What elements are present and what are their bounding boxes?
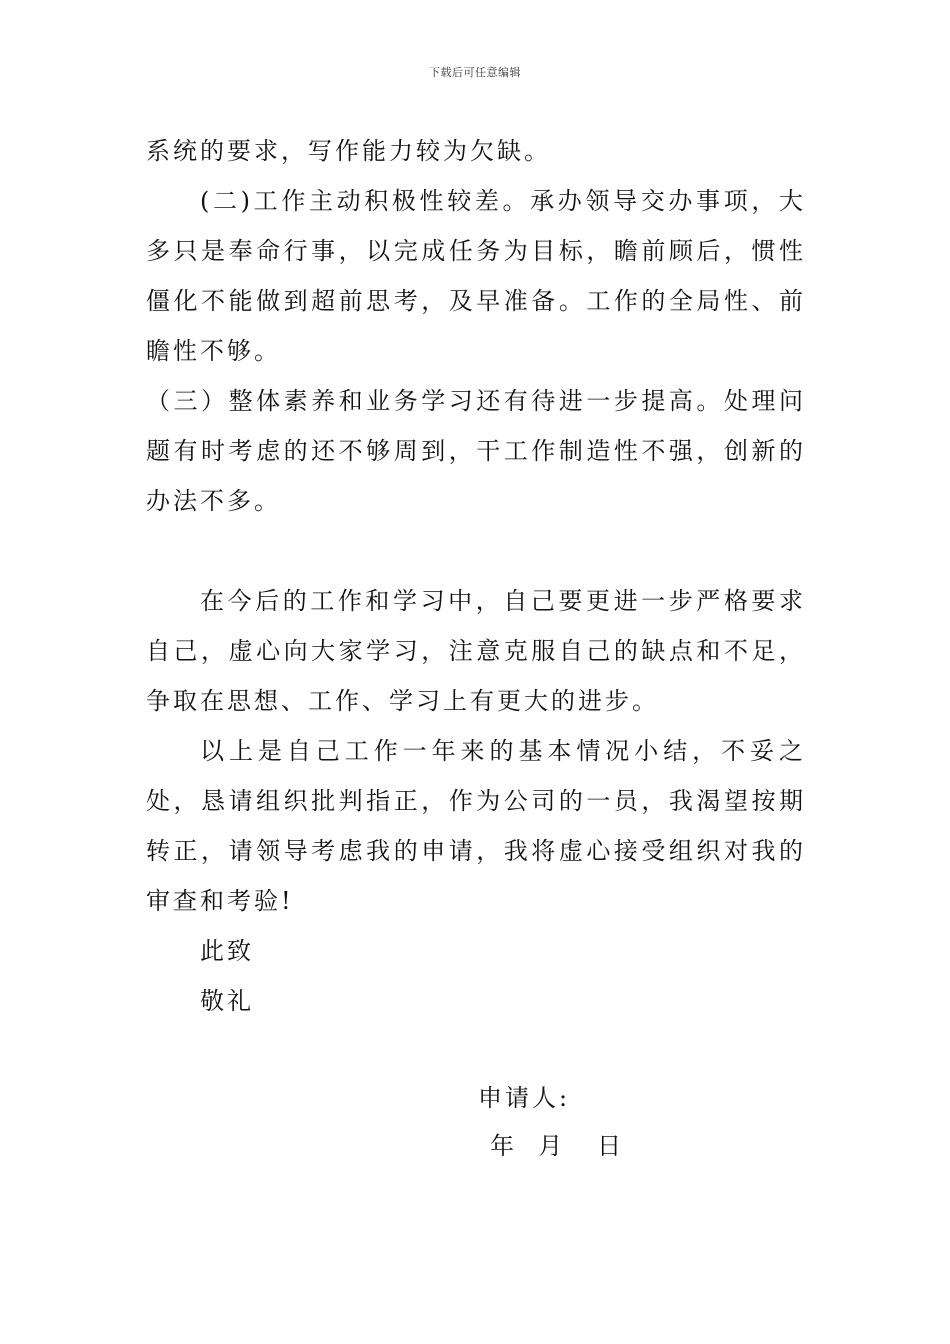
- date-label: 年 月 日: [490, 1132, 625, 1160]
- paragraph-point-2: (二)工作主动积极性较差。承办领导交办事项，大多只是奉命行事，以完成任务为目标，瞻前顾后，惯性僵化不能做到超前思考，及早准备。工作的全局性、前瞻性不够。: [146, 187, 806, 365]
- paragraph-gap: [146, 526, 806, 576]
- signature-block: [478, 1074, 624, 1170]
- applicant-label: 申请人:: [478, 1084, 571, 1112]
- paragraph-continuation: 系统的要求，写作能力较为欠缺。: [146, 137, 551, 165]
- paragraph-future-plan: 在今后的工作和学习中，自己要更进一步严格要求自己，虚心向大家学习，注意克服自己的缺点和不足，争取在思想、工作、学习上有更大的进步。: [146, 587, 806, 715]
- closing-salutation: 此致: [200, 937, 254, 965]
- paragraph-point-3: （三）整体素养和业务学习还有待进一步提高。处理问题有时考虑的还不够周到，干工作制造性不强，创新的办法不多。: [146, 387, 806, 515]
- paragraph-summary-request: 以上是自己工作一年来的基本情况小结，不妥之处，恳请组织批判指正，作为公司的一员，我渴望按期转正，请领导考虑我的申请，我将虚心接受组织对我的审查和考验!: [146, 737, 806, 915]
- closing-regards: 敬礼: [200, 987, 254, 1015]
- document-body: [146, 126, 806, 1026]
- header-note: 下载后可任意编辑: [429, 66, 521, 79]
